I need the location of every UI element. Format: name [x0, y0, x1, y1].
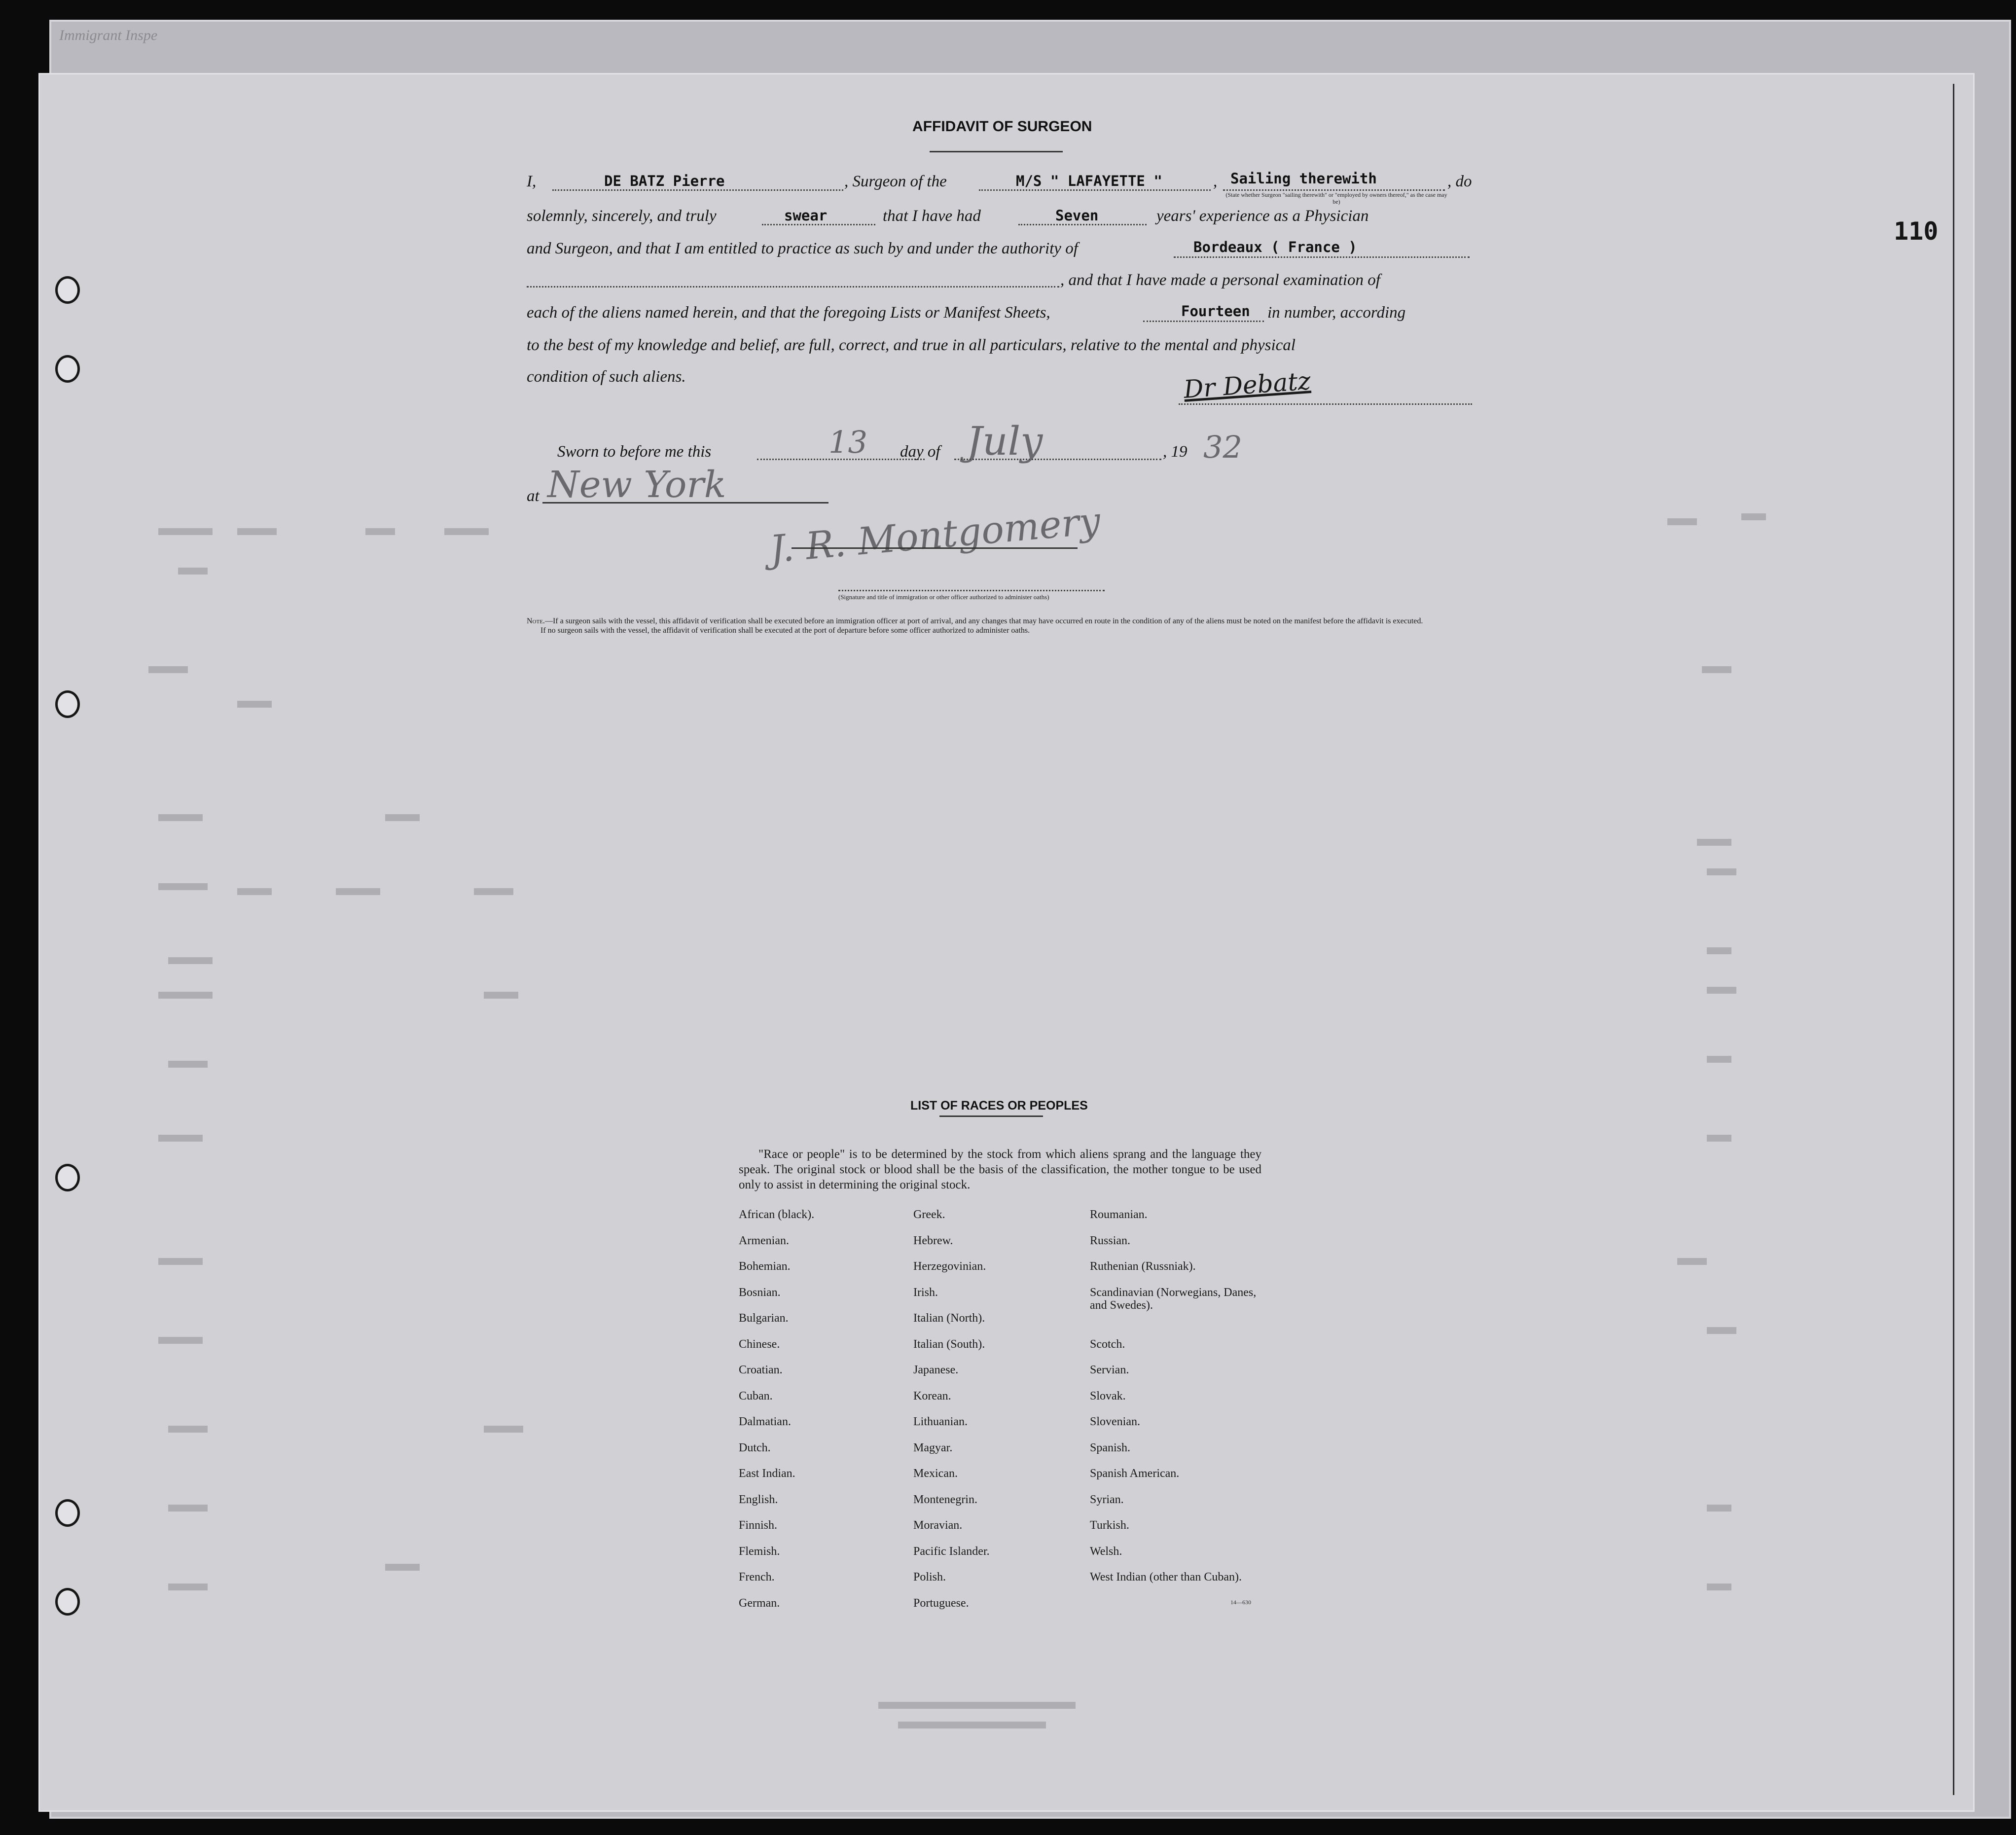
- surgeon-signature-line: [1179, 403, 1472, 405]
- binder-hole: [55, 355, 80, 383]
- race-item: Montenegrin.: [913, 1493, 977, 1506]
- officer-signature: J. R. Montgomery: [768, 498, 1102, 572]
- race-item: Herzegovinian.: [913, 1260, 986, 1273]
- race-item: Spanish.: [1090, 1441, 1131, 1454]
- line2-mid: that I have had: [883, 207, 981, 225]
- tab-label: Immigrant Inspe: [59, 27, 158, 43]
- race-item: Dutch.: [739, 1441, 771, 1454]
- binder-hole: [55, 276, 80, 304]
- race-item: Cuban.: [739, 1389, 773, 1403]
- note-label: Note.: [527, 617, 545, 625]
- line2-end: years' experience as a Physician: [1156, 207, 1369, 225]
- race-item: Scandinavian (Norwegians, Danes, and Swedes).: [1090, 1286, 1257, 1312]
- line6: to the best of my knowledge and belief, are full, correct, and true in all particulars, relative to the mental and physical: [527, 336, 1296, 354]
- officer-signature-underline: [792, 547, 1078, 549]
- races-title: LIST OF RACES OR PEOPLES: [910, 1099, 1088, 1113]
- officer-signature-line: [838, 590, 1105, 591]
- race-item: Spanish American.: [1090, 1467, 1180, 1480]
- race-item: Moravian.: [913, 1519, 963, 1532]
- place: New York: [547, 464, 726, 506]
- race-item: Magyar.: [913, 1441, 953, 1454]
- vessel-name: M/S " LAFAYETTE ": [1016, 173, 1162, 189]
- race-item: Syrian.: [1090, 1493, 1124, 1506]
- race-item: Turkish.: [1090, 1519, 1129, 1532]
- race-item: East Indian.: [739, 1467, 795, 1480]
- surgeon-name-line: [552, 189, 843, 191]
- race-item: Portuguese.: [913, 1596, 969, 1610]
- race-item: Finnish.: [739, 1519, 778, 1532]
- binder-hole: [55, 1164, 80, 1191]
- line2-prefix: solemnly, sincerely, and truly: [527, 207, 717, 225]
- race-item: Flemish.: [739, 1545, 780, 1558]
- line1-comma: ,: [1213, 173, 1218, 190]
- affidavit-note: [527, 616, 1474, 635]
- race-item: Korean.: [913, 1389, 951, 1403]
- race-item: Pacific Islander.: [913, 1545, 990, 1558]
- sworn-day: 13: [828, 424, 867, 460]
- race-item: Polish.: [913, 1571, 946, 1583]
- surgeon-name: DE BATZ Pierre: [604, 173, 725, 189]
- race-item: Mexican.: [913, 1467, 958, 1480]
- race-item: Hebrew.: [913, 1234, 953, 1247]
- years-line: [1018, 224, 1147, 225]
- races-column-3: [1090, 1208, 1267, 1622]
- binder-hole: [55, 1588, 80, 1616]
- line1-end: , do: [1447, 173, 1472, 190]
- sworn-month: July: [967, 418, 1043, 464]
- sailing-status-line: [1223, 189, 1445, 191]
- sheet-count-line: [1143, 321, 1264, 322]
- authority: Bordeaux ( France ): [1193, 239, 1357, 255]
- race-item: West Indian (other than Cuban).: [1090, 1571, 1242, 1583]
- binder-hole: [55, 690, 80, 718]
- note-text-2: If no surgeon sails with the vessel, the affidavit of verification shall be executed at the port of departure before some officer authorized to administer oaths.: [540, 626, 1030, 635]
- race-item: Bohemian.: [739, 1260, 791, 1273]
- race-item: Roumanian.: [1090, 1208, 1148, 1221]
- race-item: Bosnian.: [739, 1286, 781, 1299]
- race-item: Japanese.: [913, 1364, 959, 1376]
- race-item: Dalmatian.: [739, 1415, 791, 1428]
- race-item: Ruthenian (Russniak).: [1090, 1260, 1196, 1273]
- at-label: at: [527, 487, 540, 505]
- races-title-underline: [939, 1115, 1043, 1117]
- race-item: Lithuanian.: [913, 1415, 968, 1428]
- races-column-1: [739, 1208, 901, 1622]
- years-count: Seven: [1055, 207, 1099, 224]
- page-edge-fold: [1953, 84, 1954, 1795]
- race-item: Italian (South).: [913, 1337, 985, 1351]
- form-number: 14—630: [1230, 1599, 1251, 1606]
- sheet-count: Fourteen: [1181, 303, 1250, 320]
- officer-caption: (Signature and title of immigration or other officer authorized to administer oaths): [838, 593, 1049, 601]
- line5-end: in number, according: [1267, 304, 1406, 322]
- race-item: Armenian.: [739, 1234, 789, 1247]
- authority-continuation-line: [527, 286, 1059, 288]
- sailing-status: Sailing therewith: [1230, 170, 1377, 187]
- line1-mid: , Surgeon of the: [844, 173, 947, 190]
- sworn-prefix: Sworn to before me this: [557, 443, 712, 461]
- sworn-year-prefix: , 19: [1163, 443, 1188, 461]
- race-item: Slovenian.: [1090, 1415, 1140, 1428]
- sworn-year: 32: [1203, 429, 1242, 465]
- race-item: French.: [739, 1571, 775, 1583]
- race-item: Servian.: [1090, 1364, 1129, 1376]
- race-item: Greek.: [913, 1208, 945, 1221]
- vessel-line: [979, 189, 1211, 191]
- race-item: Welsh.: [1090, 1545, 1122, 1558]
- surgeon-signature: Dr Debatz: [1183, 366, 1312, 404]
- oath-word: swear: [784, 207, 828, 224]
- race-item: Croatian.: [739, 1364, 783, 1376]
- race-item: Russian.: [1090, 1234, 1131, 1247]
- note-text-1: —If a surgeon sails with the vessel, this affidavit of verification shall be executed before an immigration officer at port of arrival, and any changes that may have occurred en route in the condition of any of the aliens must be noted on the manifest before the affidavit is executed.: [544, 617, 1423, 625]
- race-item: Scotch.: [1090, 1337, 1125, 1351]
- line1-prefix: I,: [527, 173, 537, 190]
- race-item: Chinese.: [739, 1337, 780, 1351]
- race-item: Slovak.: [1090, 1389, 1126, 1403]
- race-item: English.: [739, 1493, 778, 1506]
- race-item: Irish.: [913, 1286, 938, 1299]
- line4-end: , and that I have made a personal examination of: [1060, 271, 1380, 289]
- oath-line: [762, 224, 875, 225]
- races-intro: "Race or people" is to be determined by the stock from which aliens sprang and the language they speak. The original stock or blood shall be the basis of the classification, the mother tongue to be used only to assist in determining the original stock.: [739, 1148, 1261, 1191]
- line7: condition of such aliens.: [527, 368, 686, 386]
- affidavit-title: AFFIDAVIT OF SURGEON: [912, 118, 1092, 135]
- page-number: 110: [1894, 217, 1939, 246]
- race-item: African (black).: [739, 1208, 815, 1221]
- sworn-day-of: day of: [900, 443, 940, 461]
- race-item: German.: [739, 1596, 780, 1610]
- authority-line: [1174, 256, 1470, 258]
- races-column-2: [913, 1208, 1076, 1622]
- race-item: Bulgarian.: [739, 1312, 789, 1325]
- sailing-status-note: (State whether Surgeon "sailing therewith" or "employed by owners thereof," as the case may be): [1225, 191, 1447, 205]
- race-item: Italian (North).: [913, 1312, 985, 1325]
- line3-prefix: and Surgeon, and that I am entitled to practice as such by and under the authority of: [527, 240, 1078, 257]
- title-underline: [930, 151, 1063, 152]
- line5-prefix: each of the aliens named herein, and that the foregoing Lists or Manifest Sheets,: [527, 304, 1050, 322]
- binder-hole: [55, 1499, 80, 1527]
